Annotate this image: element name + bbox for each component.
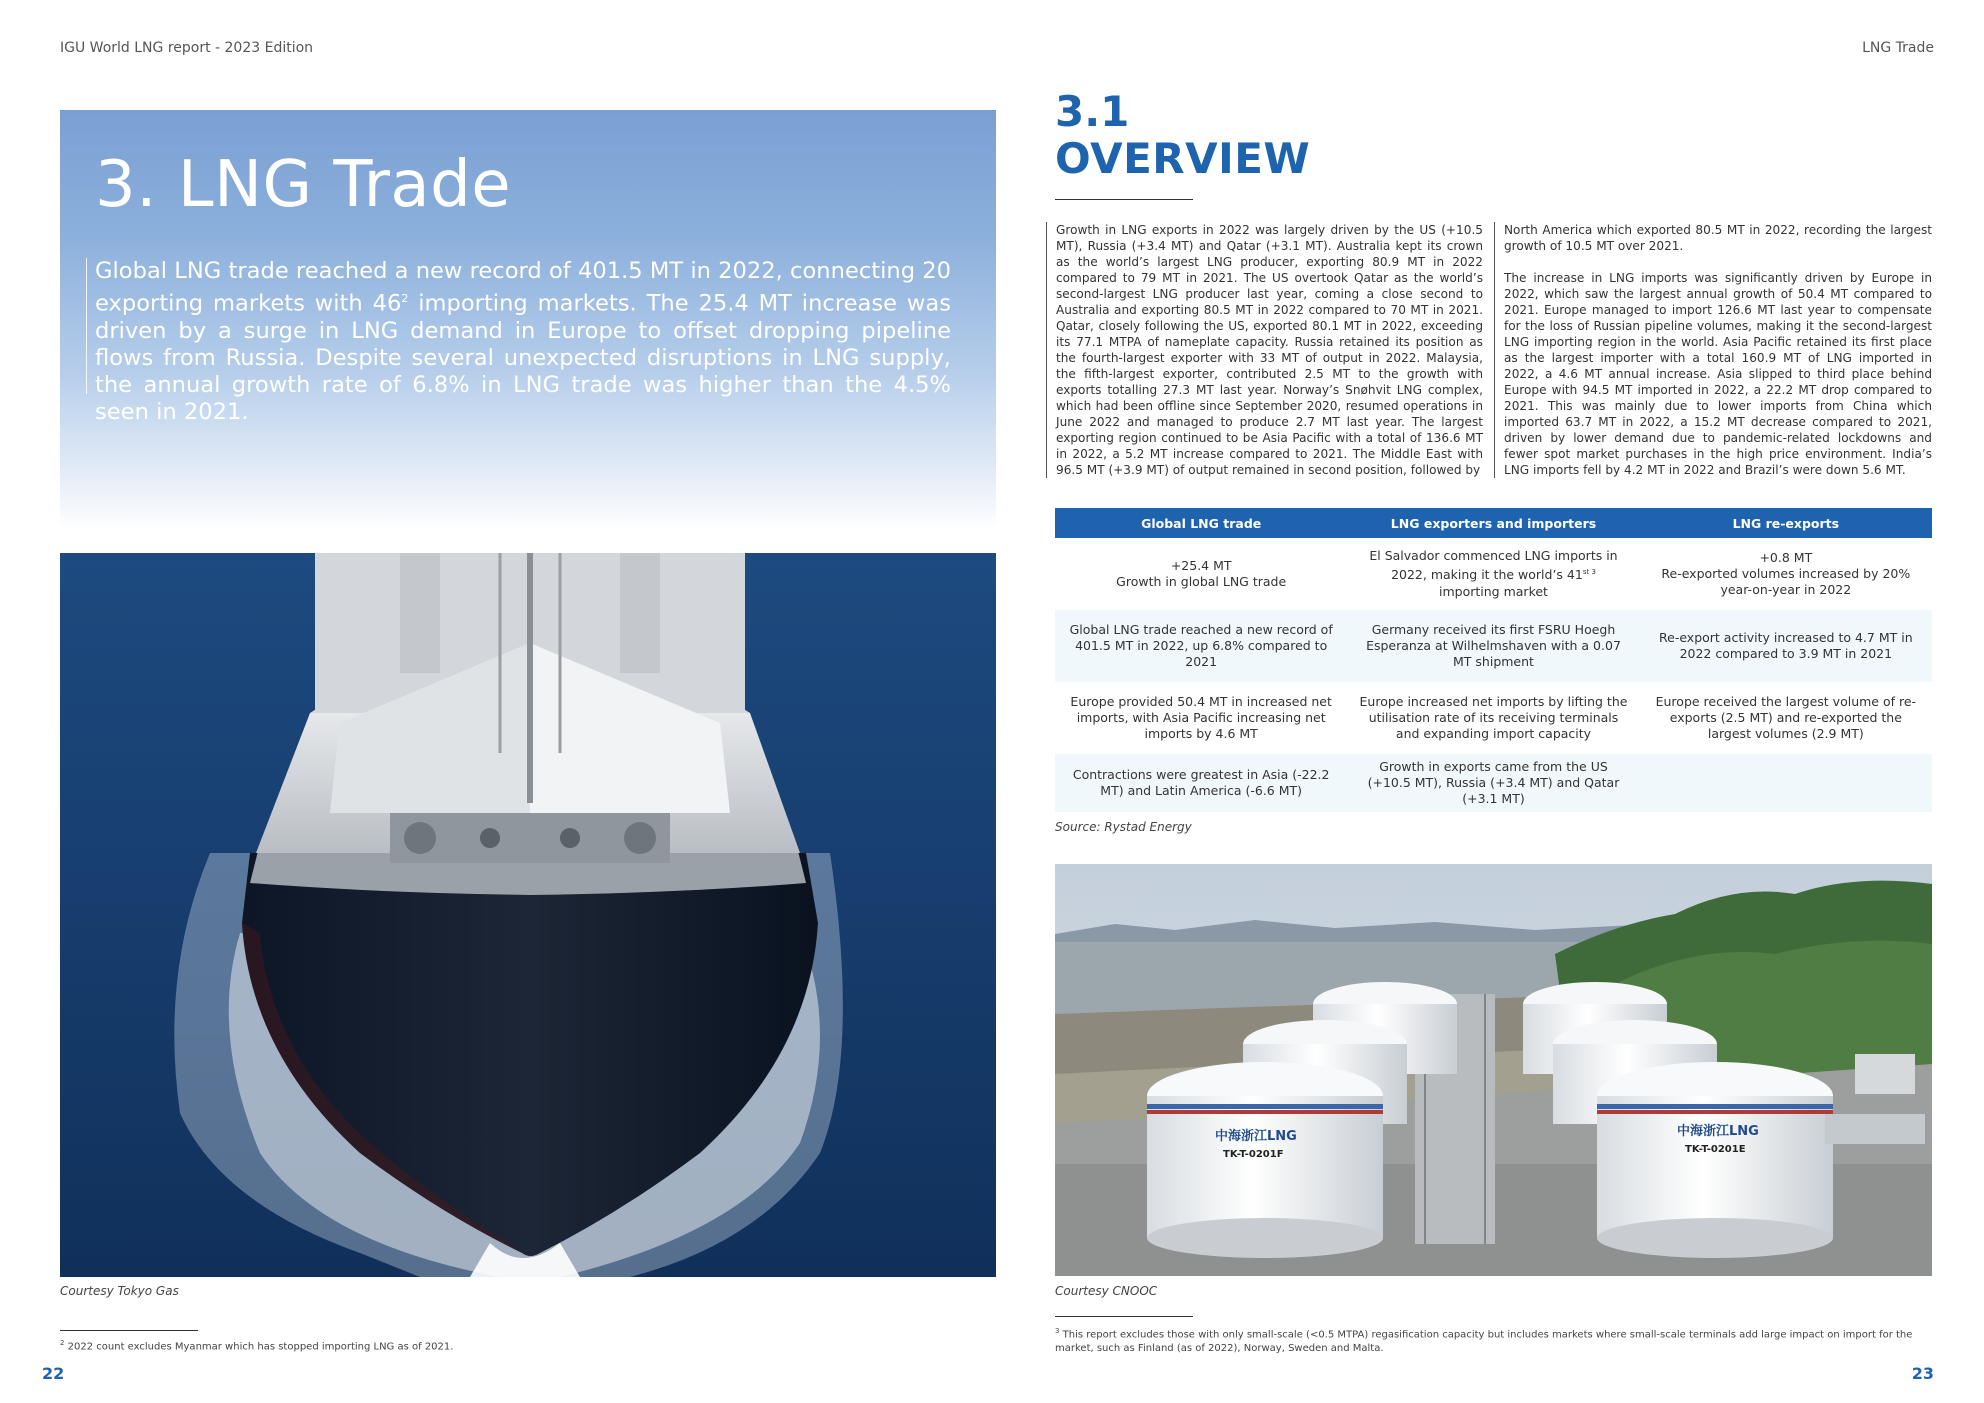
cell-sup: st 3	[1582, 568, 1596, 577]
overview-column-1	[1056, 222, 1483, 494]
cell-line: +25.4 MT	[1170, 558, 1232, 573]
intro-rule	[86, 258, 87, 394]
table-cell	[1640, 538, 1932, 610]
overview-paragraph: North America which exported 80.5 MT in 2022, recording the largest growth of 10.5 MT over 2021.	[1504, 223, 1932, 253]
tank-right-code: TK-T-0201E	[1685, 1144, 1746, 1155]
column-rule-right	[1494, 222, 1495, 478]
chapter-hero	[60, 110, 996, 530]
cell-line: Re-exported volumes increased by 20% year-on-year in 2022	[1661, 566, 1911, 597]
footnote-divider-left	[60, 1330, 198, 1331]
intro-text-b: importing markets. The 25.4 MT increase was driven by a surge in LNG demand in Europe to offset dropping pipeline flows from Russia. Despite several unexpected disruptions in LNG supply, the annual growth rate of 6.8% in LNG trade was higher than the 4.5% seen in 2021.	[95, 290, 951, 425]
table-header-cell: LNG re-exports	[1640, 508, 1932, 538]
chapter-title: 3. LNG Trade	[95, 148, 512, 222]
table-row	[1055, 754, 1932, 812]
table-source: Source: Rystad Energy	[1055, 820, 1192, 834]
lng-carrier-illustration	[60, 553, 996, 1277]
intro-footnote-ref: 2	[401, 292, 409, 305]
intro-text-a: Global LNG trade reached a new record of 401.5 MT in 2022, connecting 20 exporting markets with 46	[95, 258, 951, 317]
tank-left-code: TK-T-0201F	[1223, 1149, 1284, 1160]
page-number-left: 22	[42, 1364, 65, 1383]
table-cell: Europe increased net imports by lifting the utilisation rate of its receiving terminals and expanding import capacity	[1347, 682, 1639, 754]
footnote-left-text: 2022 count excludes Myanmar which has stopped importing LNG as of 2021.	[64, 1341, 454, 1353]
table-cell: Global LNG trade reached a new record of 401.5 MT in 2022, up 6.8% compared to 2021	[1055, 610, 1347, 682]
footnote-left-marker: 2	[60, 1339, 65, 1347]
section-rule	[1055, 199, 1193, 200]
table-header-cell: Global LNG trade	[1055, 508, 1347, 538]
key-highlights-table	[1055, 508, 1932, 812]
lng-terminal-illustration	[1055, 864, 1932, 1276]
overview-paragraph: The increase in LNG imports was significantly driven by Europe in 2022, which saw the largest annual growth of 50.4 MT compared to 2021. Europe managed to import 126.6 MT last year to compensate for the loss of Russian pipeline volumes, making it the second-largest LNG importing region in the world. Asia Pacific retained its first place as the largest importer with a total 160.9 MT of LNG imported in 2022, a 4.6 MT annual increase. Asia slipped to third place behind Europe with 94.5 MT imported in 2022, a 22.2 MT drop compared to 2021. This was mainly due to lower imports from China which imported 63.7 MT in 2022, a 15.2 MT decrease compared to 2021, driven by lower demand due to pandemic-related lockdowns and fewer spot market purchases in the high price environment. India’s LNG imports fell by 4.2 MT in 2022 and Brazil’s were down 5.6 MT.	[1504, 271, 1932, 477]
table-cell: Germany received its first FSRU Hoegh Esperanza at Wilhelmshaven with a 0.07 MT shipment	[1347, 610, 1639, 682]
lng-carrier-photo	[60, 553, 996, 1277]
column-rule-left	[1046, 222, 1047, 478]
footnote-divider-right	[1055, 1316, 1193, 1317]
section-number: 3.1	[1055, 87, 1130, 136]
table-cell	[1347, 538, 1639, 610]
terminal-photo-caption: Courtesy CNOOC	[1055, 1284, 1158, 1298]
overview-paragraph: Growth in LNG exports in 2022 was largely driven by the US (+10.5 MT), Russia (+3.4 MT) and Qatar (+3.1 MT). Australia kept its crown as the world’s largest LNG producer, exporting 80.9 MT in 2022 compared to 79 MT in 2021. The US overtook Qatar as the world’s second-largest LNG producer last year, coming a close second to Australia and exporting 80.5 MT in 2022 compared to 70 MT in 2021. Qatar, closely following the US, exported 80.1 MT in 2022, exceeding its 77.1 MTPA of nameplate capacity. Russia retained its position as the fourth-largest exporter with 33 MT of output in 2022. Malaysia, the fifth-largest exporter, contributed 2.5 MT to the growth with exports totalling 27.3 MT last year. Norway’s Snøhvit LNG complex, which had been offline since September 2020, resumed operations in June 2022 and managed to produce 2.7 MT last year. The largest exporting region continued to be Asia Pacific with a total of 136.6 MT in 2022, a 5.2 MT increase compared to 2021. The Middle East with 96.5 MT (+3.9 MT) of output remained in second position, followed by	[1056, 223, 1483, 477]
footnote-left	[60, 1339, 453, 1352]
cell-line: Growth in global LNG trade	[1116, 574, 1287, 589]
table-row	[1055, 682, 1932, 754]
overview-column-2	[1504, 222, 1932, 494]
table-row	[1055, 538, 1932, 610]
ship-photo-caption: Courtesy Tokyo Gas	[60, 1284, 179, 1298]
chapter-intro	[95, 258, 951, 426]
running-header-left: IGU World LNG report - 2023 Edition	[60, 40, 314, 56]
table-cell: Re-export activity increased to 4.7 MT in 2022 compared to 3.9 MT in 2021	[1640, 610, 1932, 682]
footnote-right-text: This report excludes those with only small-scale (<0.5 MTPA) regasification capacity but includes markets where small-scale terminals add large impact on import for the market, such as Finland (as of 2022), Norway, Sweden and Malta.	[1055, 1329, 1913, 1355]
table-header-cell: LNG exporters and importers	[1347, 508, 1639, 538]
tank-right-label: 中海浙江LNG	[1677, 1124, 1759, 1139]
cell-line: +0.8 MT	[1759, 550, 1813, 565]
cell-text: El Salvador commenced LNG imports in 2022, making it the world’s 41	[1369, 548, 1618, 583]
page-number-right: 23	[1911, 1364, 1934, 1383]
table-cell: Europe received the largest volume of re-exports (2.5 MT) and re-exported the largest volumes (2.9 MT)	[1640, 682, 1932, 754]
table-header-row	[1055, 508, 1932, 538]
table-cell	[1055, 538, 1347, 610]
table-cell: Europe provided 50.4 MT in increased net imports, with Asia Pacific increasing net imports by 4.6 MT	[1055, 682, 1347, 754]
table-row	[1055, 610, 1932, 682]
footnote-right	[1055, 1324, 1932, 1356]
table-cell: Contractions were greatest in Asia (-22.2 MT) and Latin America (-6.6 MT)	[1055, 754, 1347, 812]
table-cell: Growth in exports came from the US (+10.5 MT), Russia (+3.4 MT) and Qatar (+3.1 MT)	[1347, 754, 1639, 812]
running-header-right: LNG Trade	[1862, 40, 1934, 56]
section-title: OVERVIEW	[1055, 134, 1311, 183]
tank-left-label: 中海浙江LNG	[1215, 1129, 1297, 1144]
table-cell	[1640, 754, 1932, 812]
footnote-right-marker: 3	[1055, 1327, 1060, 1335]
lng-terminal-photo	[1055, 864, 1932, 1276]
cell-text: importing market	[1439, 583, 1548, 599]
